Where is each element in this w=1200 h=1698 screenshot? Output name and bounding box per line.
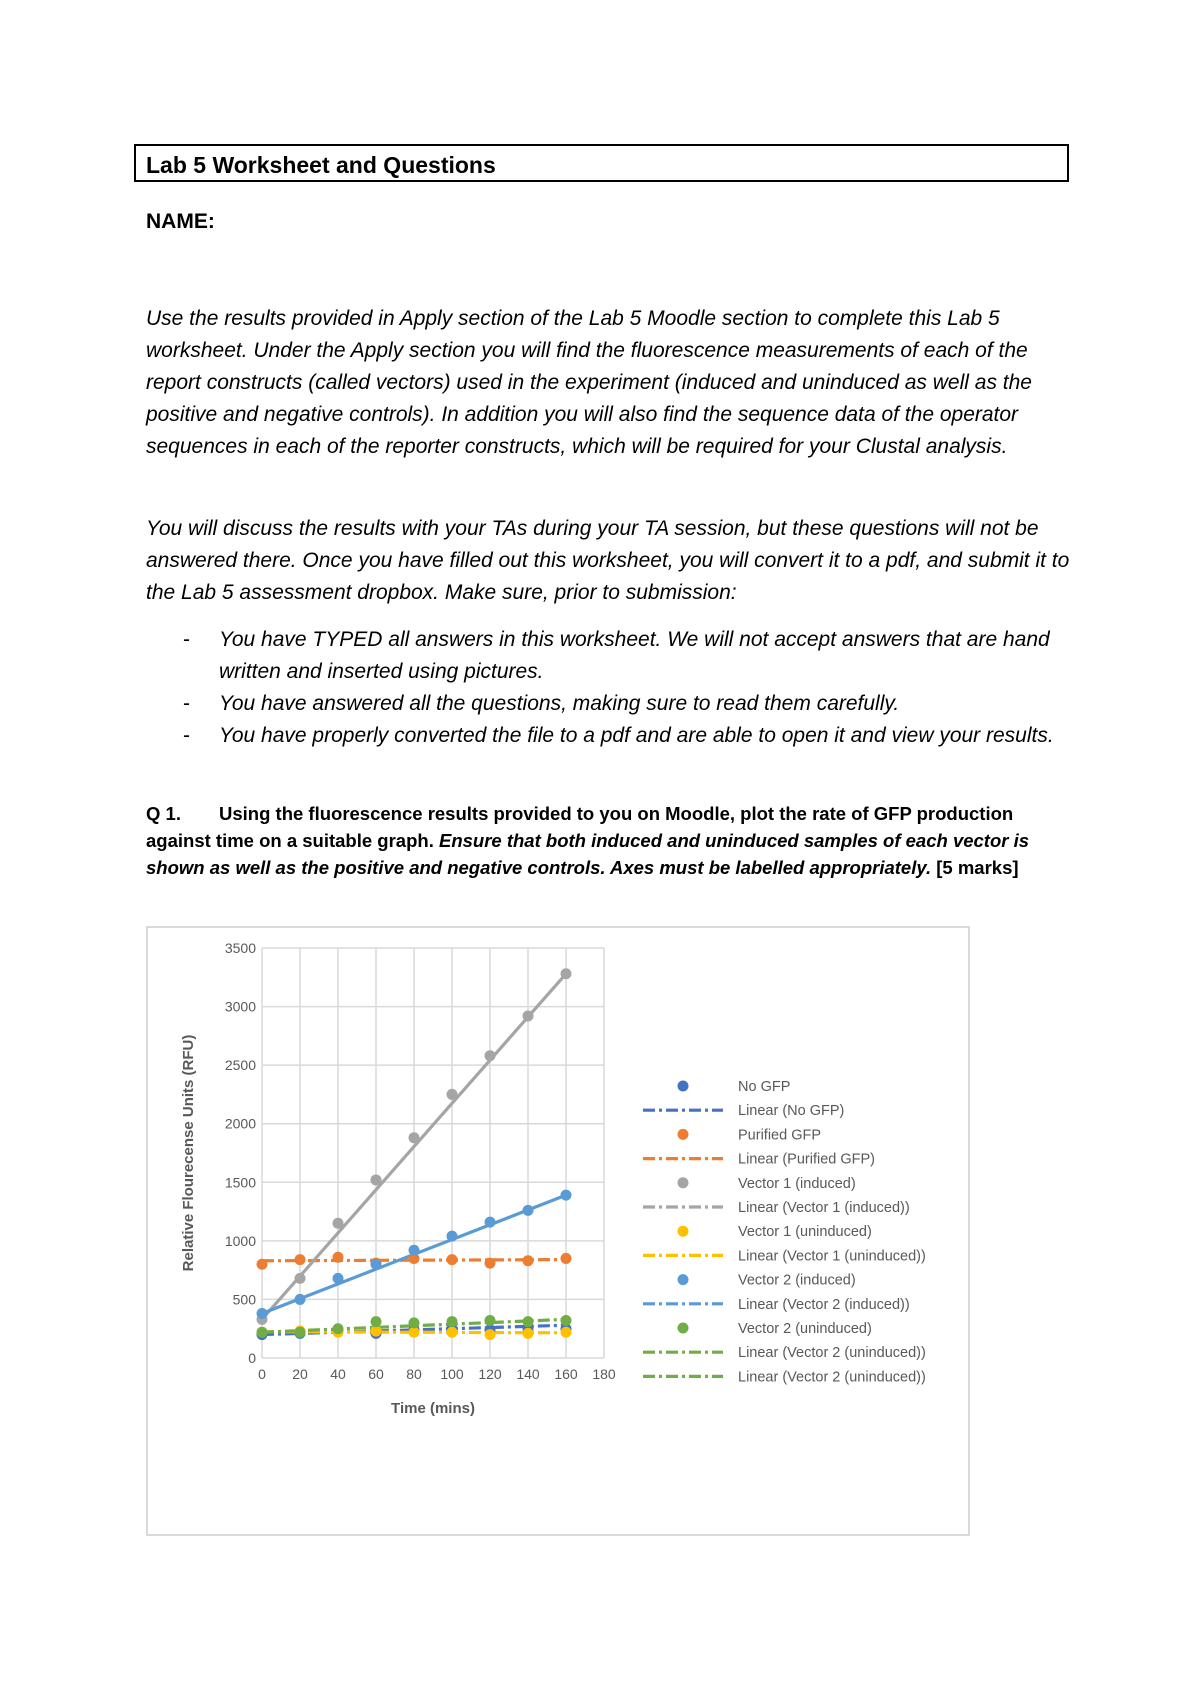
y-tick-label: 3500 <box>224 940 256 956</box>
y-tick-label: 2500 <box>224 1057 256 1074</box>
data-point <box>409 1132 420 1143</box>
chart-grid <box>262 948 604 1358</box>
data-point <box>295 1273 306 1284</box>
data-point <box>257 1327 268 1338</box>
data-point <box>409 1245 420 1256</box>
question-number: Q 1. <box>146 803 181 824</box>
y-tick-label: 500 <box>232 1291 256 1308</box>
x-tick-label: 140 <box>516 1366 540 1382</box>
bullet-marker: - <box>183 724 190 747</box>
data-point <box>333 1252 344 1263</box>
checklist <box>146 624 1071 752</box>
legend-label: Vector 1 (uninduced) <box>738 1224 872 1241</box>
name-label: NAME: <box>146 210 215 233</box>
legend-label: Purified GFP <box>738 1127 821 1144</box>
intro-paragraph-2: You will discuss the results with your TAs during your TA session, but these questions will not be answered there. Once you have filled out this worksheet, you will convert it to a pdf, and submit it to the Lab 5 assessment dropbox. Make sure, prior to submission: <box>146 517 1070 604</box>
data-point <box>523 1316 534 1327</box>
data-point <box>447 1254 458 1265</box>
y-tick-label: 2000 <box>224 1115 256 1132</box>
x-tick-label: 100 <box>440 1366 464 1382</box>
legend-marker <box>678 1081 689 1092</box>
data-point <box>523 1010 534 1021</box>
chart-frame <box>146 926 970 1536</box>
data-point <box>561 968 572 979</box>
x-tick-label: 20 <box>292 1366 308 1382</box>
data-point <box>295 1294 306 1305</box>
legend-label: Linear (Vector 1 (uninduced)) <box>738 1248 926 1265</box>
data-point <box>561 1315 572 1326</box>
legend-label: Vector 1 (induced) <box>738 1175 856 1192</box>
chart-legend <box>643 1079 926 1385</box>
data-point <box>371 1326 382 1337</box>
checklist-item-text: You have TYPED all answers in this worksheet. We will not accept answers that are hand written and inserted using pictures. <box>219 628 1050 683</box>
data-point <box>523 1205 534 1216</box>
y-axis-label: Relative Flourecense Units (RFU) <box>180 1034 197 1272</box>
legend-marker <box>678 1274 689 1285</box>
data-point <box>295 1327 306 1338</box>
legend-label: Linear (Vector 2 (uninduced)) <box>738 1345 926 1362</box>
question-emphasis: Ensure that both induced and uninduced samples of each vector is shown as well as the positive and negative controls. Axes must be labelled appropriately. <box>146 830 1030 878</box>
data-point <box>561 1190 572 1201</box>
data-point <box>485 1217 496 1228</box>
x-tick-label: 60 <box>368 1366 384 1382</box>
x-tick-label: 160 <box>554 1366 578 1382</box>
legend-label: Linear (Vector 2 (induced)) <box>738 1296 910 1313</box>
legend-marker <box>678 1323 689 1334</box>
data-point <box>333 1273 344 1284</box>
data-point <box>409 1317 420 1328</box>
legend-label: No GFP <box>738 1079 791 1095</box>
data-point <box>485 1329 496 1340</box>
x-axis-label: Time (mins) <box>391 1400 475 1417</box>
legend-label: Linear (Vector 2 (uninduced)) <box>738 1369 926 1386</box>
data-point <box>447 1231 458 1242</box>
question-text: Using the fluorescence results provided to you on Moodle, plot the rate of GFP production against time on a suitable graph. <box>146 803 1014 851</box>
data-point <box>485 1258 496 1269</box>
y-tick-label: 1000 <box>224 1232 256 1249</box>
data-point <box>561 1327 572 1338</box>
data-point <box>485 1315 496 1326</box>
intro-paragraph-1: Use the results provided in Apply section of the Lab 5 Moodle section to complete this Lab 5 worksheet. Under the Apply section you will find the fluorescence measurements of each of the report constructs (called vectors) used in the experiment (induced and uninduced as well as the positive and negative controls). In addition you will also find the sequence data of the operator sequences in each of the reporter constructs, which will be required for your Clustal analysis. <box>146 307 1032 458</box>
x-tick-label: 120 <box>478 1366 502 1382</box>
checklist-item <box>146 720 1071 752</box>
legend-marker <box>678 1177 689 1188</box>
fluorescence-chart <box>148 928 968 1534</box>
y-tick-label: 3000 <box>224 998 256 1015</box>
data-point <box>447 1316 458 1327</box>
data-point <box>409 1327 420 1338</box>
data-point <box>371 1316 382 1327</box>
legend-marker <box>678 1226 689 1237</box>
data-point <box>371 1259 382 1270</box>
legend-label: Linear (Purified GFP) <box>738 1151 875 1168</box>
y-tick-label: 1500 <box>224 1174 256 1191</box>
data-point <box>447 1089 458 1100</box>
data-point <box>447 1327 458 1338</box>
x-tick-label: 40 <box>330 1366 346 1382</box>
y-tick-label: 0 <box>248 1350 256 1366</box>
title-box <box>134 144 1069 182</box>
checklist-item <box>146 624 1071 688</box>
data-point <box>561 1253 572 1264</box>
doc-title: Lab 5 Worksheet and Questions <box>146 152 496 178</box>
data-point <box>485 1050 496 1061</box>
x-tick-label: 180 <box>592 1366 616 1382</box>
data-point <box>523 1255 534 1266</box>
data-point <box>523 1328 534 1339</box>
legend-label: Vector 2 (uninduced) <box>738 1321 872 1337</box>
checklist-item-text: You have properly converted the file to a pdf and are able to open it and view your results. <box>219 724 1054 747</box>
question-marks: [5 marks] <box>936 857 1019 878</box>
data-point <box>295 1254 306 1265</box>
question-1 <box>146 800 1071 881</box>
legend-label: Vector 2 (induced) <box>738 1272 856 1289</box>
chart-axis-labels <box>180 940 616 1417</box>
data-point <box>257 1259 268 1270</box>
data-point <box>333 1218 344 1229</box>
data-point <box>371 1174 382 1185</box>
x-tick-label: 0 <box>258 1366 266 1382</box>
x-tick-label: 80 <box>406 1366 422 1382</box>
data-point <box>257 1308 268 1319</box>
legend-marker <box>678 1129 689 1140</box>
bullet-marker: - <box>183 692 190 715</box>
data-point <box>333 1323 344 1334</box>
legend-label: Linear (No GFP) <box>738 1103 845 1120</box>
bullet-marker: - <box>183 628 190 651</box>
checklist-item <box>146 688 1071 720</box>
checklist-item-text: You have answered all the questions, making sure to read them carefully. <box>219 692 900 715</box>
legend-label: Linear (Vector 1 (induced)) <box>738 1200 910 1216</box>
